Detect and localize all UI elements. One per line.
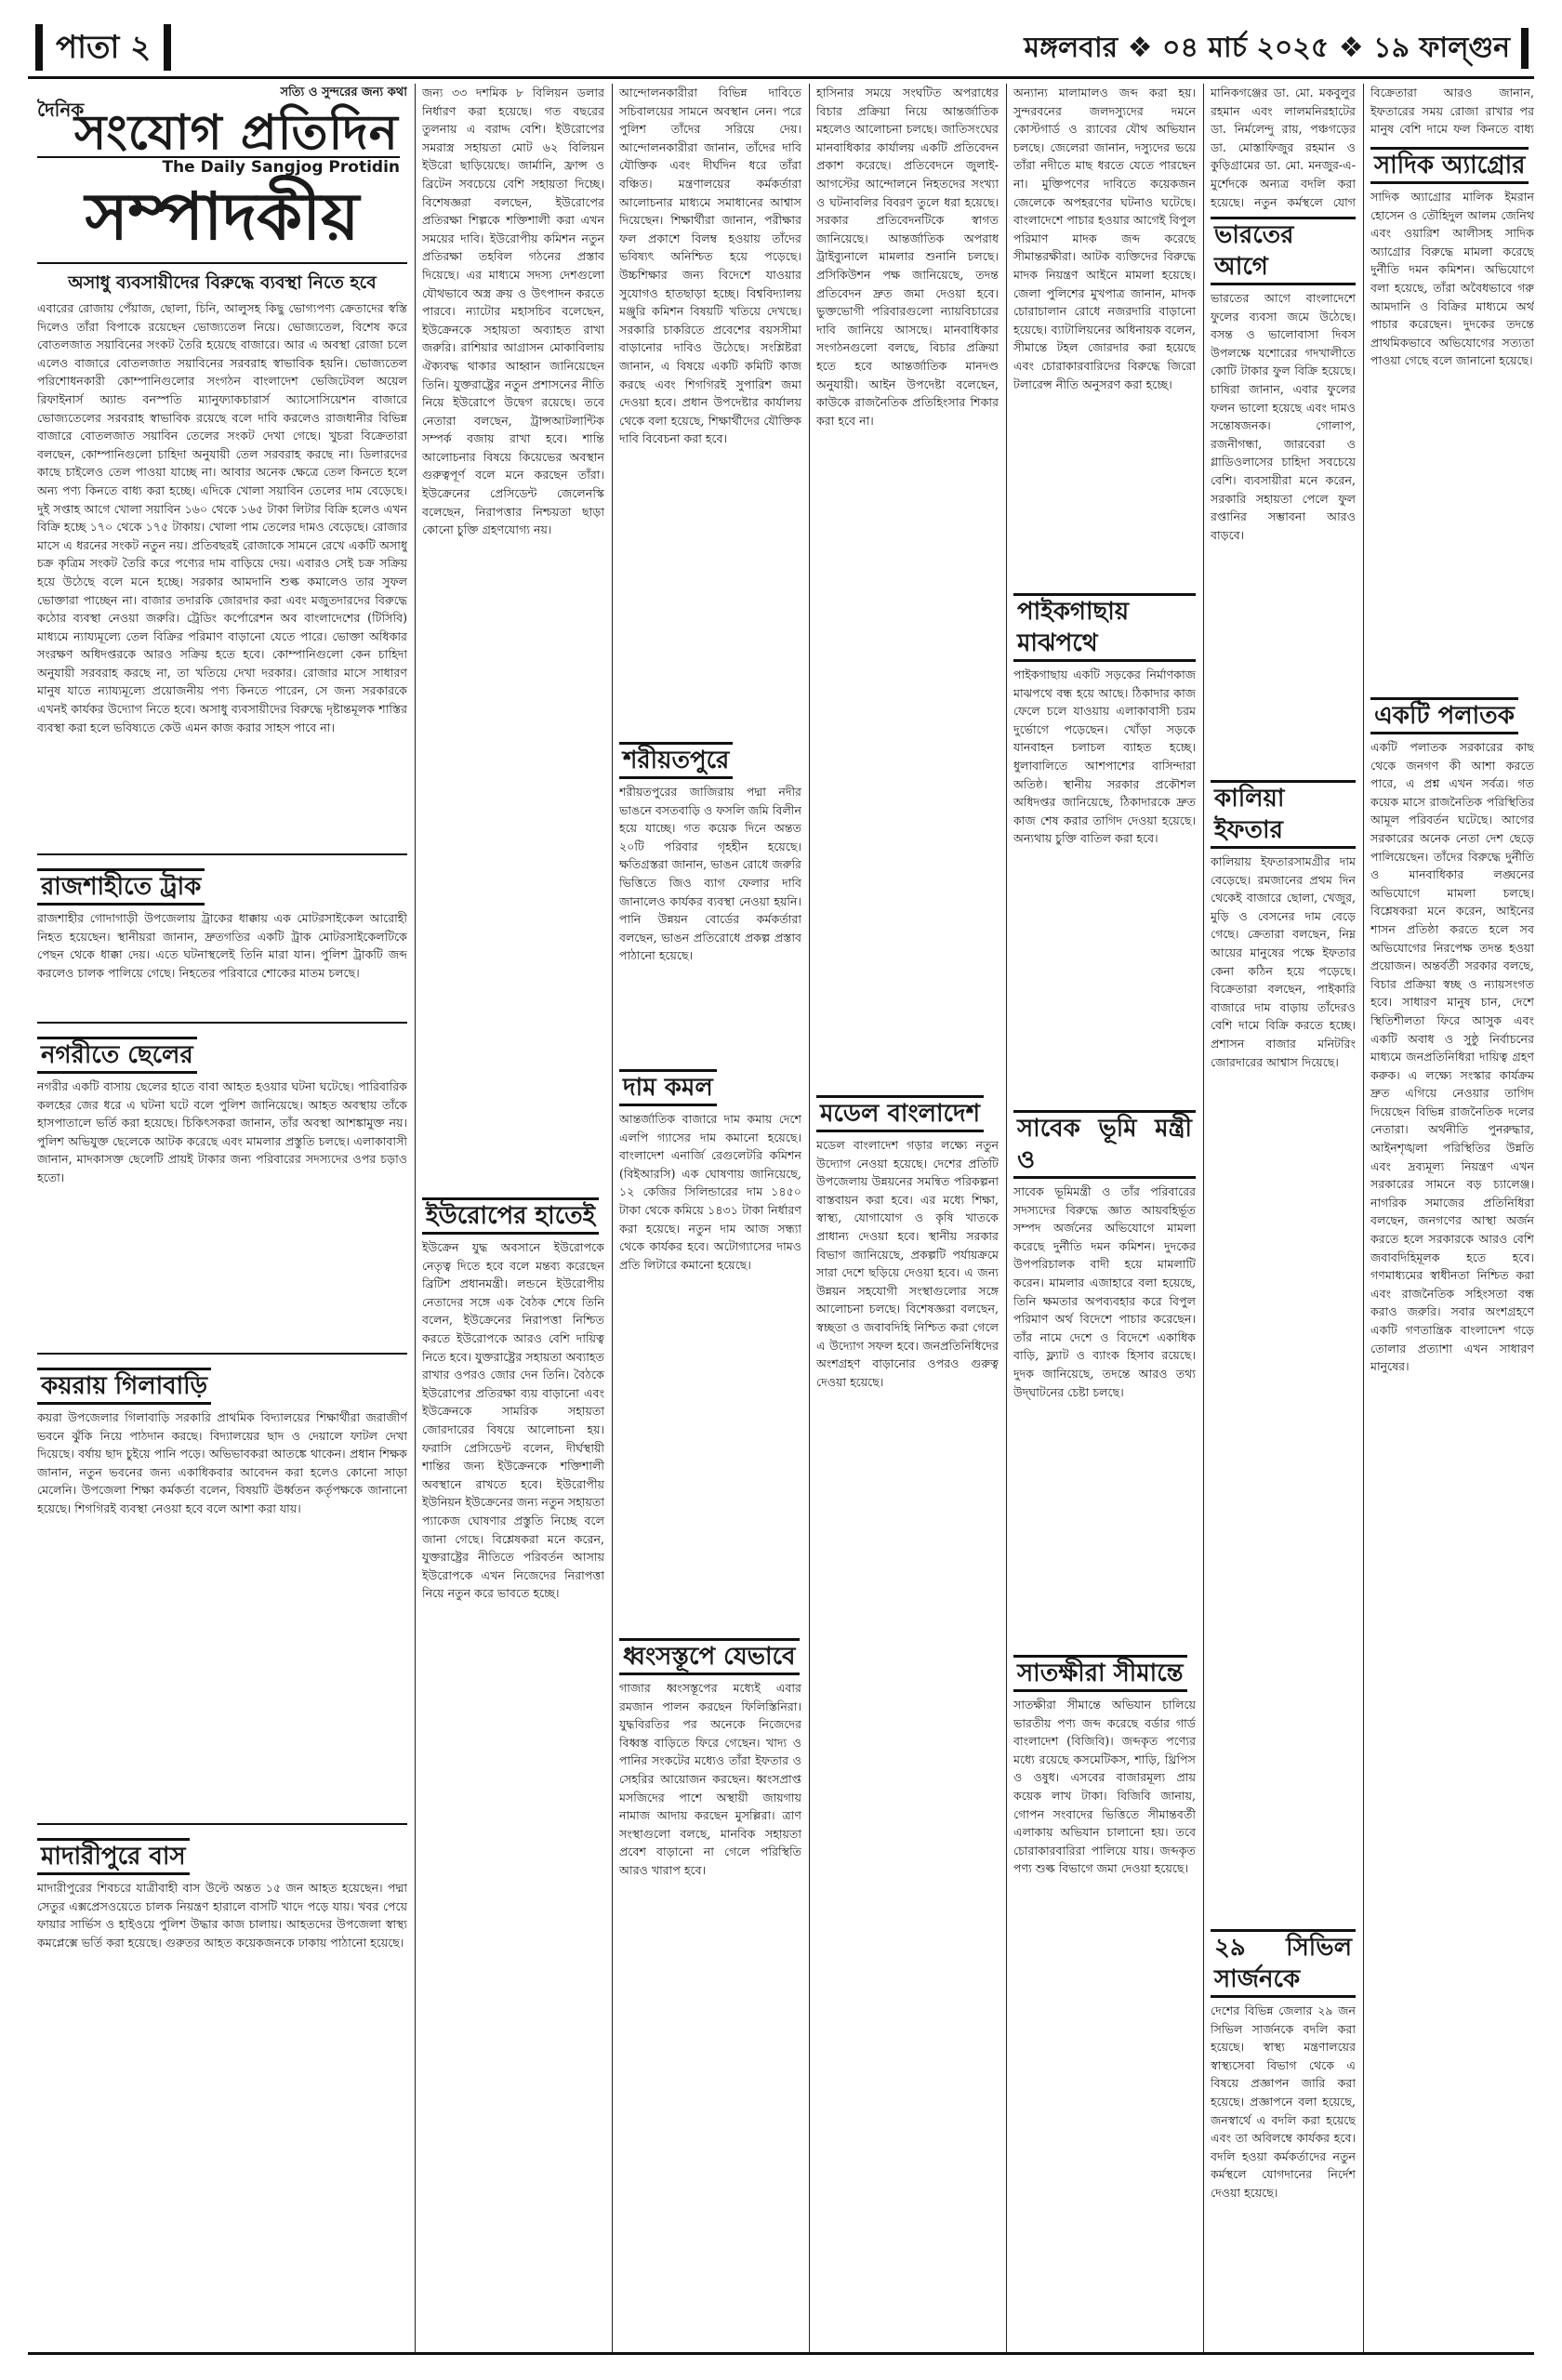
col4-body: হাসিনার সময়ে সংঘটিত অপরাধের বিচার প্রক্রিয়া নিয়ে আন্তর্জাতিক মহলেও আলোচনা চলছে। জাতিসংঘের মানবাধিকার কার্যালয় একটি প্রতিবেদন প্রকাশ করেছে। প্রতিবেদনে জুলাই-আগস্টের আন্দোলনে নিহতদের সংখ্যা ও ঘটনাবলির বিবরণ তুলে ধরা হয়েছে। সরকার প্রতিবেদনটিকে স্বাগত জানিয়েছে। আন্তর্জাতিক অপরাধ ট্রাইব্যুনালে মামলার শুনানি চলছে। প্রসিকিউশন পক্ষ জানিয়েছে, তদন্ত প্রতিবেদন দ্রুত জমা দেওয়া হবে। ভুক্তভোগী পরিবারগুলো ন্যায়বিচারের দাবি জানিয়ে আসছে। মানবাধিকার সংগঠনগুলো বলছে, বিচার প্রক্রিয়া হতে হবে আন্তর্জাতিক মানদণ্ড অনুযায়ী। আইন উপদেষ্টা বলেছেন, কাউকে রাজনৈতিক প্রতিহিংসার শিকার করা হবে না। <box>816 86 999 428</box>
footer-rule <box>28 2352 1534 2355</box>
dam-body: আন্তর্জাতিক বাজারে দাম কমায় দেশে এলপি গ্যাসের দাম কমানো হয়েছে। বাংলাদেশ এনার্জি রেগুলেটরি কমিশন (বিইআরসি) এক ঘোষণায় জানিয়েছে, ১২ কেজির সিলিন্ডারের দাম ১৪৫০ টাকা থেকে কমিয়ে ১৪৩১ টাকা নির্ধারণ করা হয়েছে। নতুন দাম আজ সন্ধ্যা থেকে কার্যকর হবে। অটোগ্যাসের দামও প্রতি লিটারে কমানো হয়েছে। <box>619 1112 801 1272</box>
koyra-headline: কয়রায় গিলাবাড়ি <box>37 1368 211 1405</box>
editorial-title: সম্পাদকীয় <box>85 178 360 255</box>
bharater-headline: ভারতের আগে <box>1211 217 1356 285</box>
palatok-headline: একটি পলাতক <box>1370 697 1518 734</box>
sabek-body: সাবেক ভূমিমন্ত্রী ও তাঁর পরিবারের সদস্যদের বিরুদ্ধে জ্ঞাত আয়বহির্ভূত সম্পদ অর্জনের অভিযোগে মামলা করেছে দুর্নীতি দমন কমিশন। দুদকের উপপরিচালক বাদী হয়ে মামলাটি করেন। মামলার এজাহারে বলা হয়েছে, তিনি ক্ষমতার অপব্যবহার করে বিপুল পরিমাণ অর্থ বিদেশে পাচার করেছেন। তাঁর নামে দেশে ও বিদেশে একাধিক বাড়ি, ফ্ল্যাট ও ব্যাংক হিসাব রয়েছে। দুদক জানিয়েছে, তদন্তে আরও তথ্য উদ্‌ঘাটনের চেষ্টা চলছে। <box>1013 1184 1196 1399</box>
col5-body: অন্যান্য মালামালও জব্দ করা হয়। সুন্দরবনের জলদস্যুদের দমনে কোস্টগার্ড ও র‌্যাবের যৌথ অভিযান চলছে। জেলেরা জানান, দস্যুদের ভয়ে তাঁরা নদীতে মাছ ধরতে যেতে পারছেন না। মুক্তিপণের দাবিতে কয়েকজন জেলেকে অপহরণের ঘটনাও ঘটেছে। বাংলাদেশে পাচার হওয়ার আগেই বিপুল পরিমাণ মাদক জব্দ করেছে সীমান্তরক্ষীরা। আটক ব্যক্তিদের বিরুদ্ধে মাদক নিয়ন্ত্রণ আইনে মামলা হয়েছে। জেলা পুলিশের মুখপাত্র জানান, মাদক চোরাচালান রোধে নজরদারি বাড়ানো হয়েছে। ব্যাটালিয়নের অধিনায়ক বলেন, সীমান্তে টহল জোরদার করা হয়েছে এবং চোরাকারবারিদের বিরুদ্ধে জিরো টলারেন্স নীতি অনুসরণ করা হচ্ছে। <box>1013 86 1196 391</box>
newspaper-page <box>28 19 1534 2361</box>
sabek-headline: সাবেক ভূমি মন্ত্রী ও <box>1013 1110 1196 1179</box>
shariatpur-headline: শরীয়তপুরে <box>619 742 733 779</box>
bharater-body: ভারতের আগে বাংলাদেশে ফুলের ব্যবসা জমে উঠেছে। বসন্ত ও ভালোবাসা দিবস উপলক্ষে যশোরের গদখালীতে কোটি টাকার ফুল বিক্রি হয়েছে। চাষিরা জানান, এবার ফুলের ফলন ভালো হয়েছে এবং দামও সন্তোষজনক। গোলাপ, রজনীগন্ধা, জারবেরা ও গ্লাডিওলাসের চাহিদা সবচেয়ে বেশি। ব্যবসায়ীরা মনে করেন, সরকারি সহায়তা পেলে ফুল রপ্তানির সম্ভাবনা আরও বাড়বে। <box>1211 291 1356 542</box>
kaliya-body: কালিয়ায় ইফতারসামগ্রীর দাম বেড়েছে। রমজানের প্রথম দিন থেকেই বাজারে ছোলা, খেজুর, মুড়ি ও বেসনের দাম বেড়ে গেছে। ক্রেতারা বলছেন, নিম্ন আয়ের মানুষের পক্ষে ইফতার কেনা কঠিন হয়ে পড়েছে। বিক্রেতারা বলছেন, পাইকারি বাজারে দাম বাড়ায় তাঁদেরও বেশি দামে বিক্রি করতে হচ্ছে। প্রশাসন বাজার মনিটরিং জোরদারের আশ্বাস দিয়েছে। <box>1211 854 1356 1069</box>
column-2 <box>422 84 604 2343</box>
paikgacha-headline: পাইকগাছায় মাঝপথে <box>1013 593 1196 662</box>
model-bd-body: মডেল বাংলাদেশ গড়ার লক্ষ্যে নতুন উদ্যোগ নেওয়া হয়েছে। দেশের প্রতিটি উপজেলায় উন্নয়নের সমন্বিত পরিকল্পনা বাস্তবায়ন করা হবে। এর মধ্যে শিক্ষা, স্বাস্থ্য, যোগাযোগ ও কৃষি খাতকে প্রাধান্য দেওয়া হবে। স্থানীয় সরকার বিভাগ জানিয়েছে, প্রকল্পটি পর্যায়ক্রমে সারা দেশে ছড়িয়ে দেওয়া হবে। এ জন্য উন্নয়ন সহযোগী সংস্থাগুলোর সঙ্গে আলোচনা চলছে। বিশেষজ্ঞরা বলছেন, স্বচ্ছতা ও জবাবদিহি নিশ্চিত করা গেলে এ উদ্যোগ সফল হবে। জনপ্রতিনিধিদের অংশগ্রহণ বাড়ানোর ওপরও গুরুত্ব দেওয়া হয়েছে। <box>816 1138 999 1389</box>
column-3 <box>619 84 801 2343</box>
europe-headline: ইউরোপের হাতেই <box>422 1197 599 1235</box>
nagorite-body: নগরীর একটি বাসায় ছেলের হাতে বাবা আহত হওয়ার ঘটনা ঘটেছে। পারিবারিক কলহের জের ধরে এ ঘটনা ঘটে বলে পুলিশ জানিয়েছে। আহত অবস্থায় তাঁকে হাসপাতালে ভর্তি করা হয়েছে। চিকিৎসকরা জানান, তাঁর অবস্থা আশঙ্কামুক্ত নয়। পুলিশ অভিযুক্ত ছেলেকে আটক করেছে এবং মামলার প্রস্তুতি চলছে। এলাকাবাসী জানান, মাদকাসক্ত ছেলেটি প্রায়ই টাকার জন্য পরিবারের সদস্যদের ওপর চড়াও হতো। <box>37 1079 407 1184</box>
dhongsho-body: গাজার ধ্বংসস্তূপের মধ্যেই এবার রমজান পালন করছেন ফিলিস্তিনিরা। যুদ্ধবিরতির পর অনেকে নিজেদের বিধ্বস্ত বাড়িতে ফিরে গেছেন। খাদ্য ও পানির সংকটের মধ্যেও তাঁরা ইফতার ও সেহরির আয়োজন করছেন। ধ্বংসপ্রাপ্ত মসজিদের পাশে অস্থায়ী জায়গায় নামাজ আদায় করছেন মুসল্লিরা। ত্রাণ সংস্থাগুলো বলছে, মানবিক সহায়তা প্রবেশ বাড়ানো না গেলে পরিস্থিতি আরও খারাপ হবে। <box>619 1681 801 1877</box>
rajshahi-headline: রাজশাহীতে ট্রাক <box>37 868 205 906</box>
europe-body: ইউক্রেন যুদ্ধ অবসানে ইউরোপকে নেতৃত্ব দিতে হবে বলে মন্তব্য করেছেন ব্রিটিশ প্রধানমন্ত্রী। লন্ডনে ইউরোপীয় নেতাদের সঙ্গে এক বৈঠক শেষে তিনি বলেন, ইউক্রেনের নিরাপত্তা নিশ্চিত করতে ইউরোপকে আরও বেশি দায়িত্ব নিতে হবে। যুক্তরাষ্ট্রের সহায়তা অব্যাহত রাখার ওপরও জোর দেন তিনি। বৈঠকে ইউরোপের প্রতিরক্ষা ব্যয় বাড়ানো এবং ইউক্রেনকে সামরিক সহায়তা জোরদারের বিষয়ে আলোচনা হয়। ফরাসি প্রেসিডেন্ট বলেন, দীর্ঘস্থায়ী শান্তির জন্য ইউক্রেনকে শক্তিশালী অবস্থানে রাখতে হবে। ইউরোপীয় ইউনিয়ন ইউক্রেনের জন্য নতুন সহায়তা প্যাকেজ ঘোষণার প্রস্তুতি নিচ্ছে বলে জানা গেছে। বিশ্লেষকরা মনে করেন, যুক্তরাষ্ট্রের নীতিতে পরিবর্তন আসায় ইউরোপকে এখন নিজেদের নিরাপত্তা নিয়ে নতুন করে ভাবতে হচ্ছে। <box>422 1240 604 1601</box>
col2-body: জন্য ৩৩ দশমিক ৮ বিলিয়ন ডলার নির্ধারণ করা হয়েছে। গত বছরের তুলনায় এ বরাদ্দ বেশি। ইউরোপের সমরাস্ত্র সহায়তা মোট ৬২ বিলিয়ন ইউরো ছাড়িয়েছে। জার্মানি, ফ্রান্স ও ব্রিটেন সবচেয়ে বেশি সহায়তা দিচ্ছে। বিশেষজ্ঞরা বলছেন, ইউরোপের প্রতিরক্ষা শিল্পকে শক্তিশালী করা এখন সময়ের দাবি। ইউরোপীয় কমিশন নতুন প্রতিরক্ষা তহবিল গঠনের প্রস্তাব দিয়েছে। এর মাধ্যমে সদস্য দেশগুলো যৌথভাবে অস্ত্র ক্রয় ও উৎপাদন করতে পারবে। ন্যাটোর মহাসচিব বলেছেন, ইউক্রেনকে সহায়তা অব্যাহত রাখা জরুরি। রাশিয়ার আগ্রাসন মোকাবিলায় ঐক্যবদ্ধ থাকার আহ্বান জানিয়েছেন তিনি। যুক্তরাষ্ট্রের নতুন প্রশাসনের নীতি নিয়ে ইউরোপে উদ্বেগ রয়েছে। তবে নেতারা বলছেন, ট্রান্সআটলান্টিক সম্পর্ক বজায় রাখা হবে। শান্তি আলোচনার বিষয়ে কিয়েভের অবস্থান গুরুত্বপূর্ণ বলে মনে করছেন তাঁরা। ইউক্রেনের প্রেসিডেন্ট জেলেনস্কি বলেছেন, নিরাপত্তার নিশ্চয়তা ছাড়া কোনো চুক্তি গ্রহণযোগ্য নয়। <box>422 86 604 537</box>
koyra-body: কয়রা উপজেলার গিলাবাড়ি সরকারি প্রাথমিক বিদ্যালয়ের শিক্ষার্থীরা জরাজীর্ণ ভবনে ঝুঁকি নিয়ে পাঠদান করছে। বিদ্যালয়ের ছাদ ও দেয়ালে ফাটল দেখা দিয়েছে। বর্ষায় ছাদ চুইয়ে পানি পড়ে। অভিভাবকরা আতঙ্কে থাকেন। প্রধান শিক্ষক জানান, নতুন ভবনের জন্য একাধিকবার আবেদন করা হলেও কোনো সাড়া মেলেনি। উপজেলা শিক্ষা কর্মকর্তা বলেন, বিষয়টি ঊর্ধ্বতন কর্তৃপক্ষকে জানানো হয়েছে। শিগগিরই ব্যবস্থা নেওয়া হবে বলে আশা করা যায়। <box>37 1410 407 1515</box>
civil-surgeon-body: দেশের বিভিন্ন জেলার ২৯ জন সিভিল সার্জনকে বদলি করা হয়েছে। স্বাস্থ্য মন্ত্রণালয়ের স্বাস্থ্যসেবা বিভাগ থেকে এ বিষয়ে প্রজ্ঞাপন জারি করা হয়েছে। প্রজ্ঞাপনে বলা হয়েছে, জনস্বার্থে এ বদলি করা হয়েছে এবং তা অবিলম্বে কার্যকর হবে। বদলি হওয়া কর্মকর্তাদের নতুন কর্মস্থলে যোগদানের নির্দেশ দেওয়া হয়েছে। <box>1211 2003 1356 2200</box>
rajshahi-body: রাজশাহীর গোদাগাড়ী উপজেলায় ট্রাকের ধাক্কায় এক মোটরসাইকেল আরোহী নিহত হয়েছেন। স্থানীয়রা জানান, দ্রুতগতির একটি ট্রাক মোটরসাইকেলটিকে পেছন থেকে ধাক্কা দেয়। এতে ঘটনাস্থলেই তিনি মারা যান। পুলিশ ট্রাকটি জব্দ করলেও চালক পালিয়ে গেছে। নিহতের পরিবারে শোকের মাতম চলছে। <box>37 911 407 980</box>
column-1 <box>37 84 407 2343</box>
masthead-tagline: সত্যি ও সুন্দরের জন্য কথা <box>280 86 407 99</box>
page-header <box>28 19 1534 79</box>
dam-headline: দাম কমল <box>619 1069 717 1106</box>
nagorite-headline: নগরীতে ছেলের <box>37 1037 197 1074</box>
palatok-body: একটি পলাতক সরকারের কাছ থেকে জনগণ কী আশা করতে পারে, এ প্রশ্ন এখন সর্বত্র। গত কয়েক মাসে রাজনৈতিক পরিস্থিতির আমূল পরিবর্তন ঘটেছে। আগের সরকারের অনেক নেতা দেশ ছেড়ে পালিয়েছেন। তাঁদের বিরুদ্ধে দুর্নীতি ও মানবাধিকার লঙ্ঘনের অভিযোগে মামলা চলছে। বিশ্লেষকরা মনে করেন, আইনের শাসন প্রতিষ্ঠা করতে হলে সব অভিযোগের নিরপেক্ষ তদন্ত হওয়া প্রয়োজন। অন্তর্বর্তী সরকার বলছে, বিচার প্রক্রিয়া স্বচ্ছ ও ন্যায়সংগত হবে। সাধারণ মানুষ চান, দেশে স্থিতিশীলতা ফিরে আসুক এবং একটি অবাধ ও সুষ্ঠু নির্বাচনের মাধ্যমে জনপ্রতিনিধিরা দায়িত্ব গ্রহণ করুক। এ লক্ষ্যে সংস্কার কার্যক্রম দ্রুত এগিয়ে নেওয়ার তাগিদ দিয়েছেন বিভিন্ন রাজনৈতিক দলের নেতারা। অর্থনীতি পুনরুদ্ধার, আইনশৃঙ্খলা পরিস্থিতির উন্নতি এবং দ্রব্যমূল্য নিয়ন্ত্রণ এখন সরকারের সামনে বড় চ্যালেঞ্জ। নাগরিক সমাজের প্রতিনিধিরা বলছেন, জনগণের আস্থা অর্জন করতে হলে সরকারকে আরও বেশি জবাবদিহিমূলক হতে হবে। গণমাধ্যমের স্বাধীনতা নিশ্চিত করা এবং রাজনৈতিক সহিংসতা বন্ধ করাও জরুরি। সবার অংশগ্রহণে একটি গণতান্ত্রিক বাংলাদেশ গড়ে তোলার প্রত্যাশা এখন সাধারণ মানুষের। <box>1370 740 1534 1374</box>
sadik-headline: সাদিক অ্যাগ্রোর <box>1370 147 1529 184</box>
masthead-name: সংযোগ প্রতিদিন <box>74 104 399 161</box>
kaliya-headline: কালিয়া ইফতার <box>1211 780 1356 849</box>
satkhira-body: সাতক্ষীরা সীমান্তে অভিযান চালিয়ে ভারতীয় পণ্য জব্দ করেছে বর্ডার গার্ড বাংলাদেশ (বিজিবি)। জব্দকৃত পণ্যের মধ্যে রয়েছে কসমেটিকস, শাড়ি, থ্রিপিস ও ওষুধ। এসবের বাজারমূল্য প্রায় কয়েক লাখ টাকা। বিজিবি জানায়, গোপন সংবাদের ভিত্তিতে সীমান্তবর্তী এলাকায় অভিযান চালানো হয়। তবে চোরাকারবারিরা পালিয়ে যায়। জব্দকৃত পণ্য শুল্ক বিভাগে জমা দেওয়া হয়েছে। <box>1013 1698 1196 1876</box>
satkhira-headline: সাতক্ষীরা সীমান্তে <box>1013 1655 1187 1692</box>
column-6 <box>1211 84 1356 2343</box>
editorial-body: এবারের রোজায় পেঁয়াজ, ছোলা, চিনি, আলুসহ কিছু ভোগ্যপণ্য ক্রেতাদের স্বস্তি দিলেও তাঁরা বিপাকে রয়েছেন ভোজ্যতেল নিয়ে। ভোজ্যতেল, বিশেষ করে বোতলজাত সয়াবিনের সংকট তৈরি হয়েছে বাজারে। আর এ অবস্থা রোজা চলে এলেও বাজারে বোতলজাত সয়াবিনের সরবরাহ স্বাভাবিক হয়নি। ভোজ্যতেল পরিশোধনকারী কোম্পানিগুলোর সংগঠন বাংলাদেশ ভেজিটেবল অয়েল রিফাইনার্স অ্যান্ড বনস্পতি ম্যানুফ্যাকচারার্স অ্যাসোসিয়েশন বাজারে ভোজ্যতেলের সরবরাহ স্বাভাবিক রয়েছে বলে দাবি করলেও রাজধানীর বিভিন্ন বাজারে বোতলজাত সয়াবিন তেলের সংকট দেখা গেছে। খুচরা বিক্রেতারা বলছেন, কোম্পানিগুলো চাহিদা অনুযায়ী তেল সরবরাহ করছে না। ডিলারদের কাছে চাইলেও তেল পাওয়া যাচ্ছে না। আবার অনেক ক্ষেত্রে তেল কিনতে হলে অন্য পণ্য কিনতে বাধ্য করা হচ্ছে। এদিকে খোলা সয়াবিন তেলের দাম বেড়েছে। দুই সপ্তাহ আগে খোলা সয়াবিন ১৬০ থেকে ১৬৫ টাকা লিটার বিক্রি হলেও এখন বিক্রি হচ্ছে ১৭০ থেকে ১৭৫ টাকায়। খোলা পাম তেলের দামও বেড়েছে। রোজার মাসে এ ধরনের সংকট নতুন নয়। প্রতিবছরই রোজাকে সামনে রেখে একটি অসাধু চক্র কৃত্রিম সংকট তৈরি করে পণ্যের দাম বাড়িয়ে দেয়। এবারও সেই চক্র সক্রিয় হয়ে উঠেছে বলে মনে হচ্ছে। সরকার আমদানি শুল্ক কমালেও তার সুফল ভোক্তারা পাচ্ছেন না। বাজার তদারকি জোরদার করা এবং মজুতদারদের বিরুদ্ধে কঠোর ব্যবস্থা নেওয়া জরুরি। ট্রেডিং কর্পোরেশন অব বাংলাদেশের (টিসিবি) মাধ্যমে ন্যায্যমূল্যে তেল বিক্রির পরিমাণ বাড়ানো যেতে পারে। ভোক্তা অধিকার সংরক্ষণ অধিদপ্তরকে আরও সক্রিয় হতে হবে। কোম্পানিগুলো কেন চাহিদা অনুযায়ী সরবরাহ করছে না, তা খতিয়ে দেখা দরকার। রোজার মাসে সাধারণ মানুষ যাতে ন্যায্যমূল্যে প্রয়োজনীয় পণ্য কিনতে পারেন, সে জন্য সরকারকে এখনই কার্যকর উদ্যোগ নিতে হবে। অসাধু ব্যবসায়ীদের বিরুদ্ধে দৃষ্টান্তমূলক শাস্তির ব্যবস্থা করা হলে ভবিষ্যতে কেউ এমন কাজ করার সাহস পাবে না। <box>37 301 407 734</box>
sadik-body: সাদিক অ্যাগ্রোর মালিক ইমরান হোসেন ও তৌহিদুল আলম জেনিথ এবং ওয়ারিশ আলীসহ সাদিক অ্যাগ্রোর বিরুদ্ধে মামলা করেছে দুর্নীতি দমন কমিশন। অভিযোগে বলা হয়েছে, তাঁরা অবৈধভাবে গরু আমদানি ও বিক্রির মাধ্যমে অর্থ পাচার করেছেন। দুদকের তদন্তে প্রাথমিকভাবে অভিযোগের সত্যতা পাওয়া গেছে বলে জানানো হয়েছে। <box>1370 190 1534 368</box>
col7-body: বিক্রেতারা আরও জানান, ইফতারের সময় রোজা রাখার পর মানুষ বেশি দামে ফল কিনতে বাধ্য <box>1370 86 1534 137</box>
column-7 <box>1370 84 1534 2343</box>
dhongsho-headline: ধ্বংসস্তূপে যেভাবে <box>619 1638 800 1675</box>
column-4 <box>816 84 999 2343</box>
masthead-english: The Daily Sangjog Protidin <box>37 156 400 177</box>
masthead <box>37 84 407 177</box>
shariatpur-body: শরীয়তপুরের জাজিরায় পদ্মা নদীর ভাঙনে বসতবাড়ি ও ফসলি জমি বিলীন হয়ে যাচ্ছে। গত কয়েক দিনে অন্তত ২০টি পরিবার গৃহহীন হয়েছে। ক্ষতিগ্রস্তরা জানান, ভাঙন রোধে জরুরি ভিত্তিতে জিও ব্যাগ ফেলার দাবি জানালেও কার্যকর ব্যবস্থা নেওয়া হয়নি। পানি উন্নয়ন বোর্ডের কর্মকর্তারা বলছেন, ভাঙন প্রতিরোধে প্রকল্প প্রস্তাব পাঠানো হয়েছে। <box>619 785 801 963</box>
col6-body: মানিকগঞ্জের ডা. মো. মকবুলুর রহমান এবং লালমনিরহাটের ডা. নির্মলেন্দু রায়, পঞ্চগড়ের ডা. মোস্তাফিজুর রহমান ও কুড়িগ্রামের ডা. মো. মনজুর-এ-মুর্শেদকে অন্যত্র বদলি করা হয়েছে। নতুন কর্মস্থলে যোগ <box>1211 86 1356 209</box>
paikgacha-body: পাইকগাছায় একটি সড়কের নির্মাণকাজ মাঝপথে বন্ধ হয়ে আছে। ঠিকাদার কাজ ফেলে চলে যাওয়ায় এলাকাবাসী চরম দুর্ভোগে পড়েছেন। খোঁড়া সড়কে যানবাহন চলাচল ব্যাহত হচ্ছে। ধুলাবালিতে আশপাশের বাসিন্দারা অতিষ্ঠ। স্থানীয় সরকার প্রকৌশল অধিদপ্তর জানিয়েছে, ঠিকাদারকে দ্রুত কাজ শেষ করার তাগিদ দেওয়া হয়েছে। অন্যথায় চুক্তি বাতিল করা হবে। <box>1013 668 1196 846</box>
dateline: মঙ্গলবার ❖ ০৪ মার্চ ২০২৫ ❖ ১৯ ফাল্গুন <box>1024 28 1529 69</box>
madaripur-body: মাদারীপুরের শিবচরে যাত্রীবাহী বাস উল্টে অন্তত ১৫ জন আহত হয়েছেন। পদ্মা সেতুর এক্সপ্রেসওয়েতে চালক নিয়ন্ত্রণ হারালে বাসটি খাদে পড়ে যায়। খবর পেয়ে ফায়ার সার্ভিস ও হাইওয়ে পুলিশ উদ্ধার কাজ চালায়। আহতদের উপজেলা স্বাস্থ্য কমপ্লেক্সে ভর্তি করা হয়েছে। গুরুতর আহত কয়েকজনকে ঢাকায় পাঠানো হয়েছে। <box>37 1881 407 1950</box>
page-number: পাতা ২ <box>35 24 171 71</box>
civil-surgeon-headline: ২৯ সিভিল সার্জনকে <box>1211 1929 1356 1998</box>
column-5 <box>1013 84 1196 2343</box>
masthead-daily: দৈনিক <box>37 99 85 121</box>
col3-body: আন্দোলনকারীরা বিভিন্ন দাবিতে সচিবালয়ের সামনে অবস্থান নেন। পরে পুলিশ তাঁদের সরিয়ে দেয়। আন্দোলনকারীরা জানান, তাঁদের দাবি যৌক্তিক এবং দীর্ঘদিন ধরে তাঁরা বঞ্চিত। মন্ত্রণালয়ের কর্মকর্তারা আলোচনার মাধ্যমে সমাধানের আশ্বাস দিয়েছেন। শিক্ষার্থীরা জানান, পরীক্ষার ফল প্রকাশে বিলম্ব হওয়ায় তাঁদের ভবিষ্যৎ অনিশ্চিত হয়ে পড়েছে। উচ্চশিক্ষার জন্য বিদেশে যাওয়ার সুযোগও হাতছাড়া হচ্ছে। বিশ্ববিদ্যালয় মঞ্জুরি কমিশন বিষয়টি খতিয়ে দেখছে। সরকারি চাকরিতে প্রবেশের বয়সসীমা বাড়ানোর দাবিও উঠেছে। সংশ্লিষ্টরা জানান, এ বিষয়ে একটি কমিটি কাজ করছে এবং শিগগিরই সুপারিশ জমা দেওয়া হবে। প্রধান উপদেষ্টার কার্যালয় থেকে বলা হয়েছে, শিক্ষার্থীদের যৌক্তিক দাবি বিবেচনা করা হবে। <box>619 86 801 446</box>
madaripur-headline: মাদারীপুরে বাস <box>37 1838 190 1875</box>
editorial-headline: অসাধু ব্যবসায়ীদের বিরুদ্ধে ব্যবস্থা নিতে হবে <box>68 272 377 293</box>
model-bd-headline: মডেল বাংলাদেশ <box>816 1095 984 1132</box>
